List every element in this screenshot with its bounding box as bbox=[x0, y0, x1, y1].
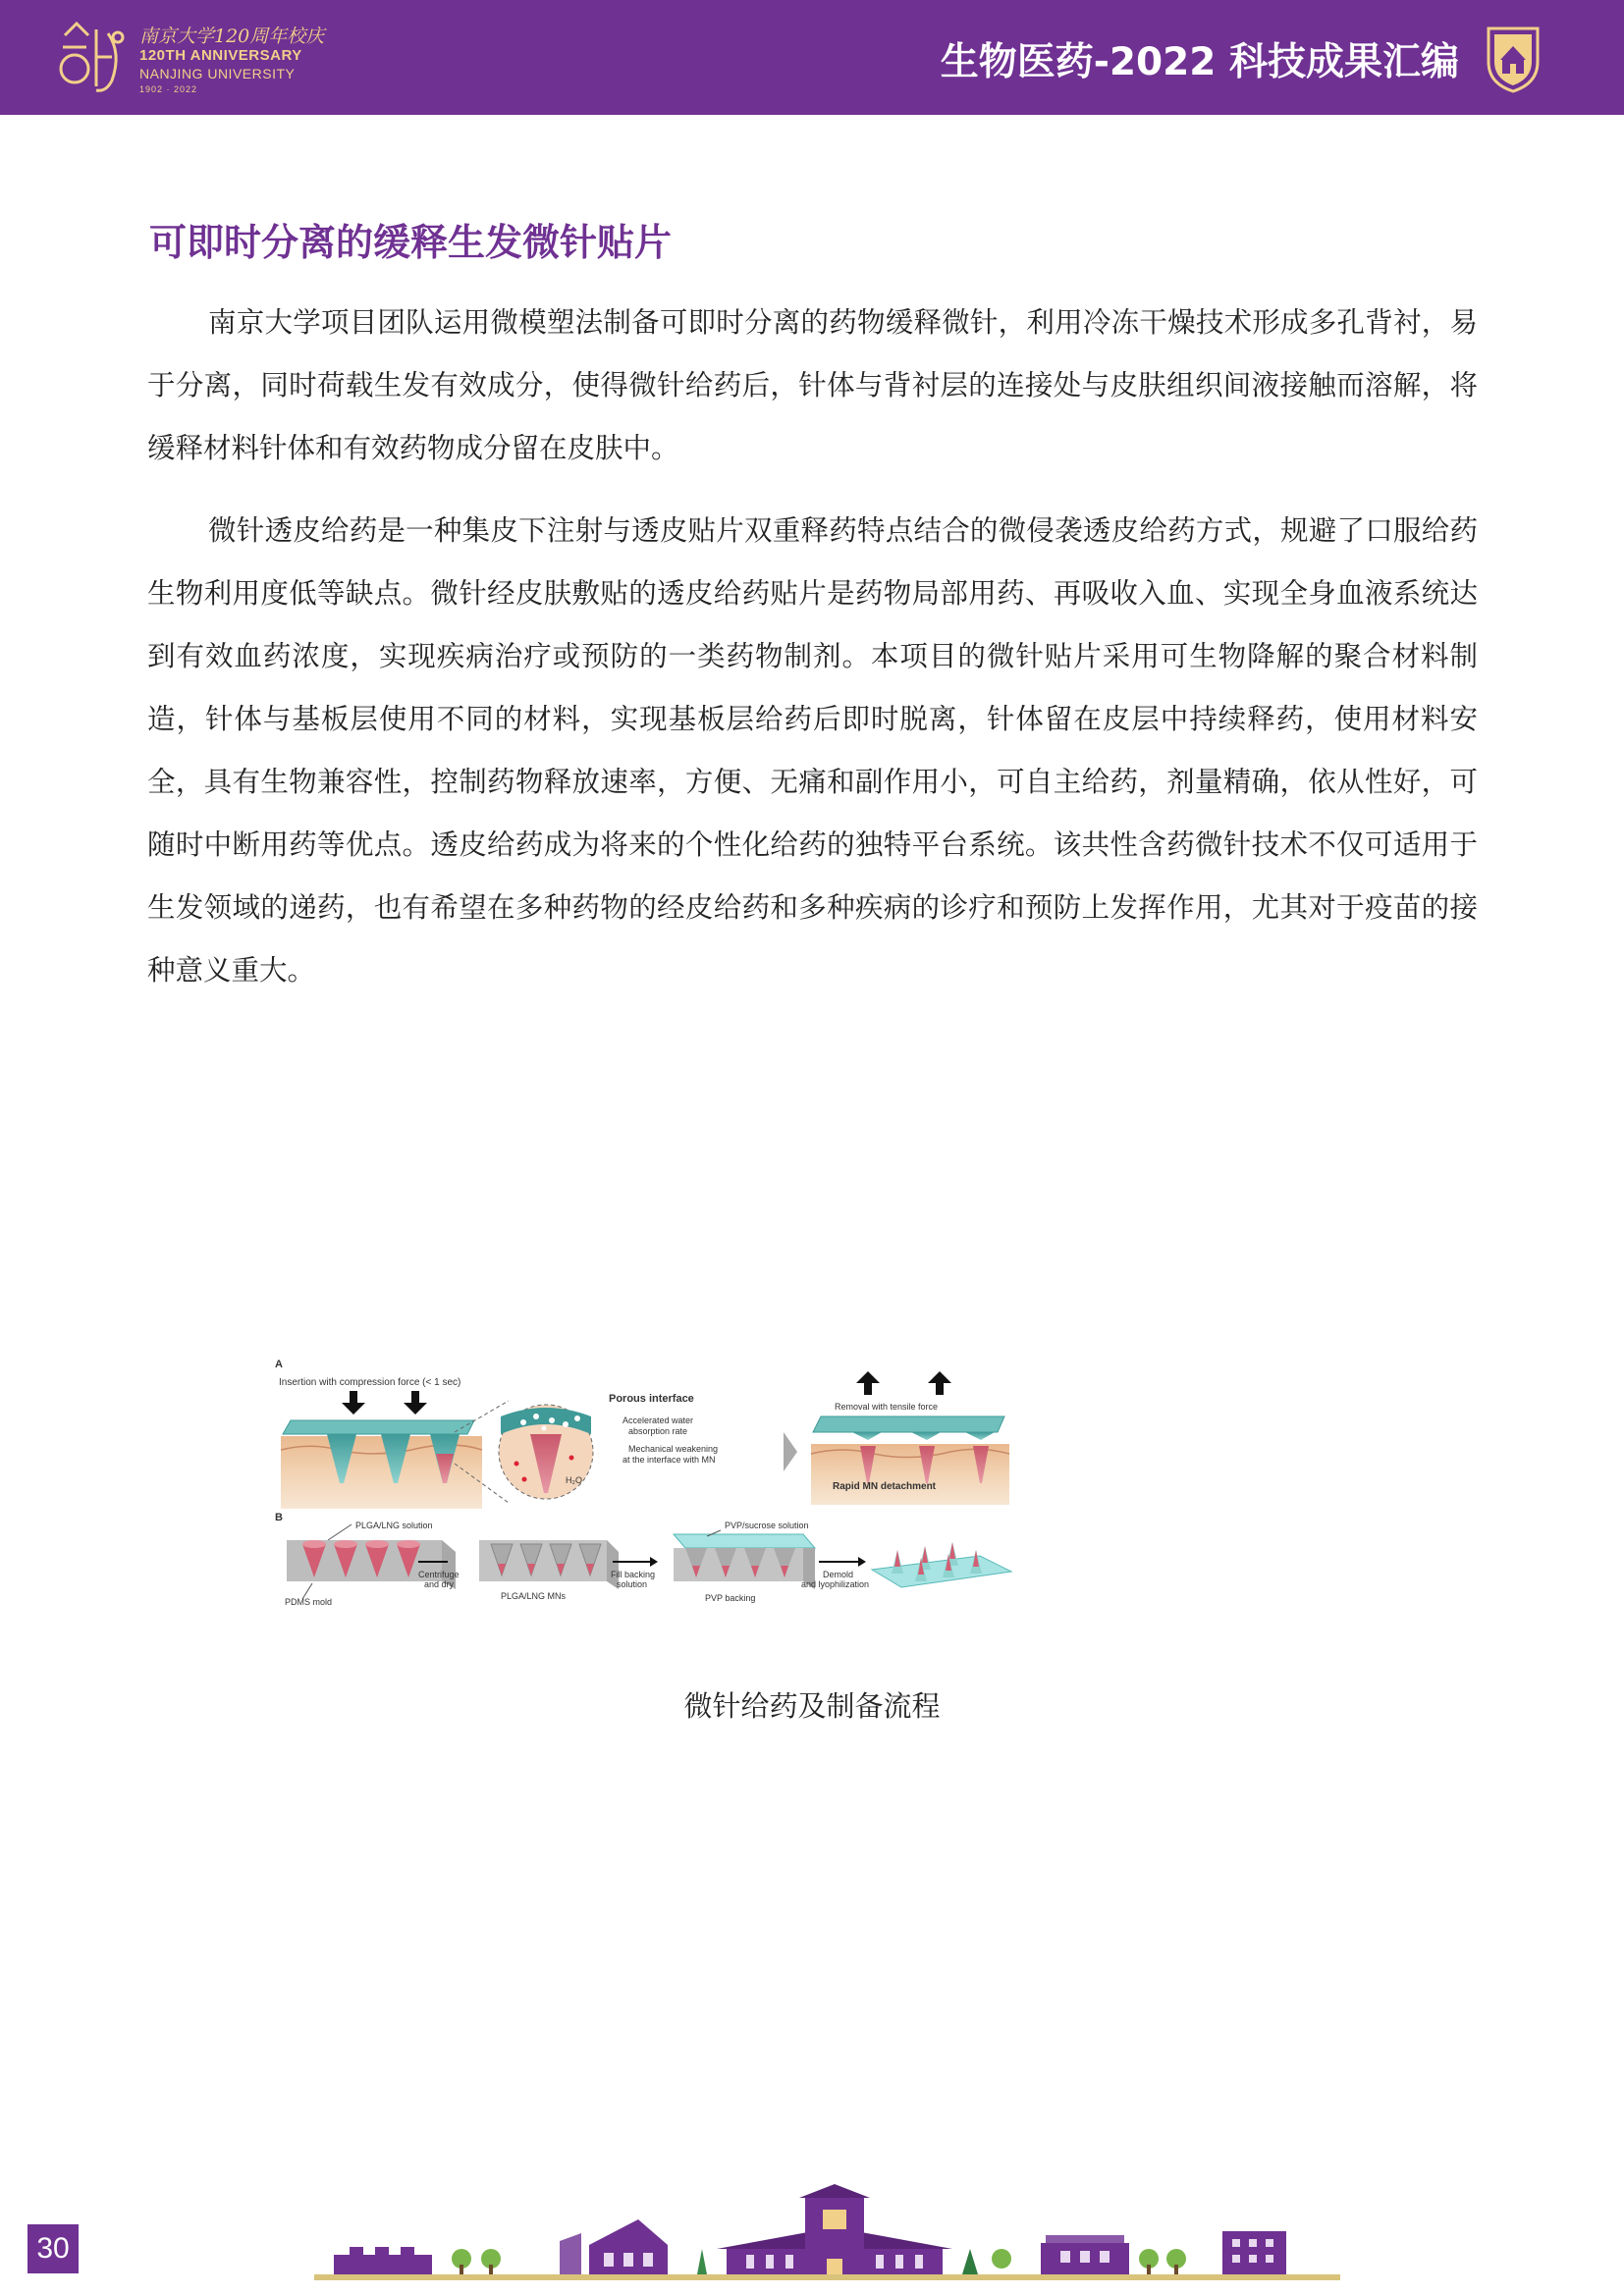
solution-label: solution bbox=[617, 1579, 648, 1589]
pvp-solution-label: PVP/sucrose solution bbox=[725, 1521, 809, 1530]
page-header bbox=[0, 0, 1624, 115]
porous-interface-zoom bbox=[499, 1405, 593, 1499]
pvp-backing-mold bbox=[674, 1534, 815, 1589]
h2o-label: H₂O bbox=[566, 1475, 582, 1485]
logo-text-en-2: NANJING UNIVERSITY bbox=[139, 66, 296, 81]
campus-skyline-illustration bbox=[314, 2184, 1340, 2282]
university-crest-icon bbox=[1485, 23, 1542, 93]
absorption-rate-label: absorption rate bbox=[628, 1426, 688, 1436]
demold-label: Demold bbox=[823, 1570, 854, 1579]
chevron-right-icon bbox=[784, 1432, 797, 1471]
centrifuge-label: Centrifuge bbox=[418, 1570, 460, 1579]
anniversary-logo bbox=[57, 18, 325, 98]
figure-caption: 微针给药及制备流程 bbox=[683, 1689, 941, 1723]
backing-plate-a1 bbox=[283, 1420, 474, 1434]
rapid-detachment-label: Rapid MN detachment bbox=[833, 1481, 937, 1492]
header-title: 生物医药-2022 科技成果汇编 bbox=[940, 40, 1459, 84]
logo-years: 1902 · 2022 bbox=[139, 84, 198, 94]
removal-label: Removal with tensile force bbox=[835, 1402, 939, 1412]
down-arrow-icon bbox=[342, 1391, 427, 1415]
plga-lng-mns-label: PLGA/LNG MNs bbox=[501, 1591, 567, 1601]
plga-solution-label: PLGA/LNG solution bbox=[355, 1521, 433, 1530]
mechanical-weakening-label: Mechanical weakening bbox=[628, 1444, 719, 1454]
up-arrow-icon bbox=[856, 1371, 951, 1395]
interface-with-mn-label: at the interface with MN bbox=[623, 1455, 716, 1465]
porous-interface-title: Porous interface bbox=[609, 1393, 694, 1405]
fill-backing-label: Fill backing bbox=[611, 1570, 656, 1579]
panel-a-label: A bbox=[275, 1359, 283, 1370]
backing-plate-a2 bbox=[813, 1416, 1004, 1432]
plga-lng-mns-mold bbox=[479, 1540, 619, 1589]
pvp-backing-label: PVP backing bbox=[705, 1593, 756, 1603]
logo-text-cn: 南京大学120周年校庆 bbox=[139, 26, 325, 47]
pdms-mold-label: PDMS mold bbox=[285, 1597, 333, 1607]
microneedle-process-figure bbox=[273, 1356, 1343, 1650]
section-title: 可即时分离的缓释生发微针贴片 bbox=[149, 221, 673, 264]
lyophilization-label: and lyophilization bbox=[801, 1579, 870, 1589]
page-number: 30 bbox=[27, 2224, 79, 2273]
anniversary-emblem-icon bbox=[57, 18, 130, 98]
and-dry-label: and dry bbox=[424, 1579, 455, 1589]
logo-text-en-1: 120TH ANNIVERSARY bbox=[139, 47, 302, 64]
body-paragraph-1: 南京大学项目团队运用微模塑法制备可即时分离的药物缓释微针，利用冷冻干燥技术形成多孔背衬，易于分离，同时荷载生发有效成分，使得微针给药后，针体与背衬层的连接处与皮肤组织间液接触而溶解，将缓释材料针体和有效药物成分留在皮肤中。 bbox=[147, 306, 1478, 464]
panel-b-label: B bbox=[275, 1512, 283, 1523]
accelerated-water-label: Accelerated water bbox=[623, 1415, 694, 1425]
final-microneedle-patch bbox=[872, 1542, 1011, 1587]
body-paragraph-2: 微针透皮给药是一种集皮下注射与透皮贴片双重释药特点结合的微侵袭透皮给药方式，规避了口服给药生物利用度低等缺点。微针经皮肤敷贴的透皮给药贴片是药物局部用药、再吸收入血、实现全身血液系统达到有效血药浓度，实现疾病治疗或预防的一类药物制剂。本项目的微针贴片采用可生物降解的聚合材料制造，针体与基板层使用不同的材料，实现基板层给药后即时脱离，针体留在皮层中持续释药，使用材料安全，具有生物兼容性，控制药物释放速率，方便、无痛和副作用小，可自主给药，剂量精确，依从性好，可随时中断用药等优点。透皮给药成为将来的个性化给药的独特平台系统。该共性含药微针技术不仅可适用于生发领域的递药，也有希望在多种药物的经皮给药和多种疾病的诊疗和预防上发挥作用，尤其对于疫苗的接种意义重大。 bbox=[147, 514, 1478, 987]
insertion-label: Insertion with compression force (< 1 sec) bbox=[279, 1377, 461, 1388]
